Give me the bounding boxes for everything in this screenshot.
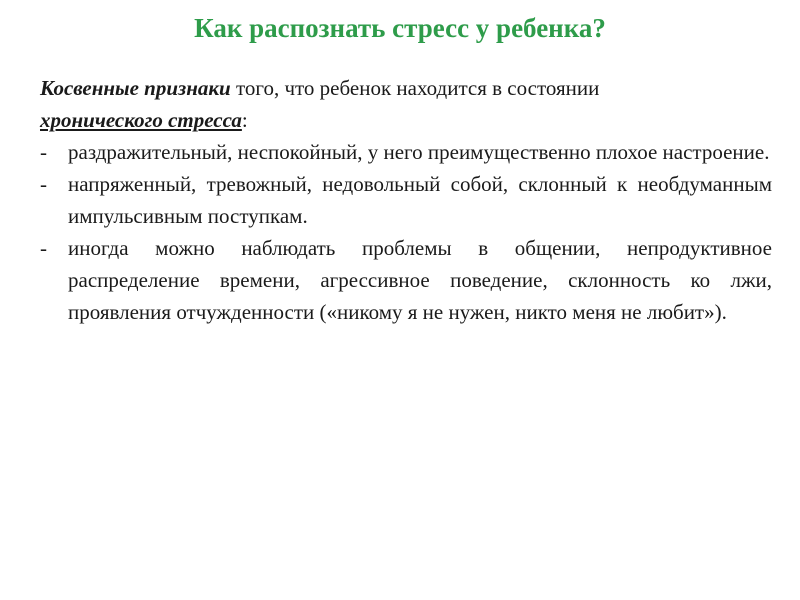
list-item <box>40 232 772 328</box>
bullet-dash: - <box>40 140 47 164</box>
intro-term: хронического стресса <box>40 108 242 132</box>
symptom-list <box>40 136 772 328</box>
intro-paragraph <box>40 72 772 136</box>
list-item-text: раздражительный, неспокойный, у него преимущественно плохое настроение. <box>68 140 770 164</box>
bullet-dash: - <box>40 236 47 260</box>
list-item-text: иногда можно наблюдать проблемы в общении, непродуктивное распределение времени, агрессивное поведение, склонность ко лжи, проявления отчужденности («никому я не нужен, никто меня не любит»). <box>68 236 772 324</box>
intro-middle: того, что ребенок находится в состоянии <box>230 76 600 100</box>
slide-title: Как распознать стресс у ребенка? <box>194 13 606 43</box>
slide-content <box>40 72 772 328</box>
bullet-dash: - <box>40 172 47 196</box>
list-item <box>40 168 772 232</box>
list-item <box>40 136 772 168</box>
intro-lead: Косвенные признаки <box>40 76 231 100</box>
list-item-text: напряженный, тревожный, недовольный собой, склонный к необдуманным импульсивным поступкам. <box>68 172 772 228</box>
intro-end: : <box>241 108 248 132</box>
